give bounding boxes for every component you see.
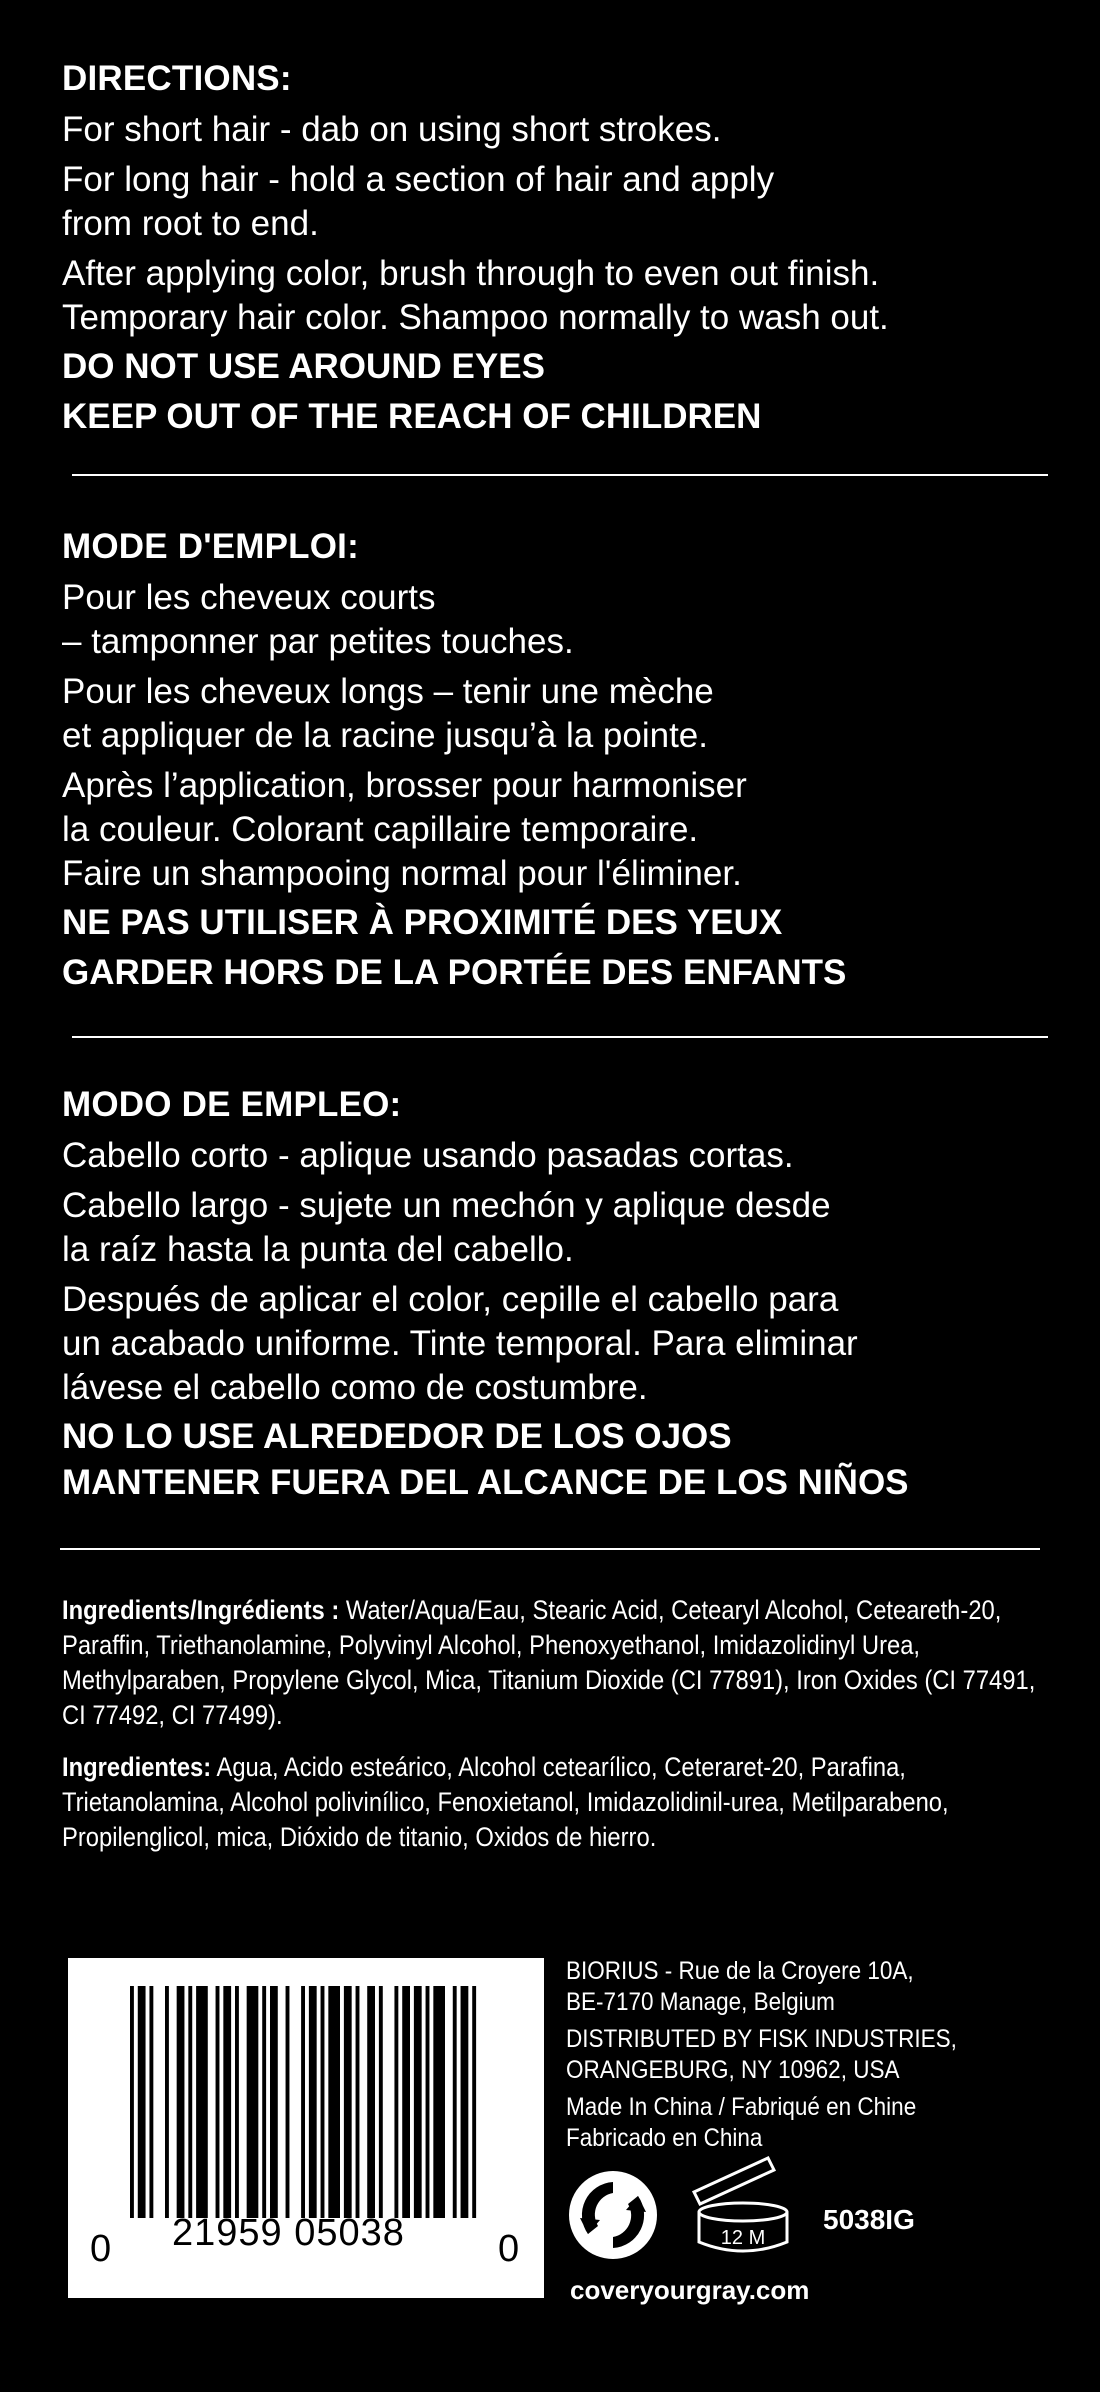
barcode-bar-25 bbox=[426, 1986, 430, 2218]
barcode-right-digit: 0 bbox=[498, 2228, 520, 2270]
barcode-bar-21 bbox=[379, 1986, 383, 2218]
barcode-bar-2 bbox=[149, 1986, 153, 2218]
green-dot-icon bbox=[566, 2168, 660, 2262]
long-hair-text: For long hair - hold a section of hair and apply from root to end. bbox=[62, 160, 775, 243]
barcode-bar-5 bbox=[188, 1986, 192, 2218]
cabello-largo-text: Cabello largo - sujete un mechón y aplique desde la raíz hasta la punta del cabello. bbox=[62, 1186, 831, 1269]
modo-empleo-heading: MODO DE EMPLEO: bbox=[62, 1085, 402, 1124]
children-warning: KEEP OUT OF THE REACH OF CHILDREN bbox=[62, 397, 762, 436]
barcode-bar-3 bbox=[165, 1986, 169, 2218]
barcode-bar-8 bbox=[223, 1986, 231, 2218]
directions-spanish bbox=[62, 1082, 1062, 1506]
barcode-bar-9 bbox=[235, 1986, 239, 2218]
ingredients-en-label: Ingredients/Ingrédients : bbox=[62, 1595, 340, 1625]
directions-french bbox=[62, 524, 1062, 996]
barcode-bars bbox=[130, 1986, 480, 2218]
mode-emploi-heading: MODE D'EMPLOI: bbox=[62, 527, 359, 566]
open-jar-icon bbox=[688, 2150, 798, 2262]
ingredients-es-label: Ingredientes: bbox=[62, 1752, 212, 1782]
barcode-bar-20 bbox=[367, 1986, 375, 2218]
barcode-bar-1 bbox=[138, 1986, 146, 2218]
cheveux-longs-text: Pour les cheveux longs – tenir une mèche et appliquer de la racine jusqu’à la pointe. bbox=[62, 672, 714, 755]
divider-1 bbox=[72, 474, 1048, 476]
barcode-bar-27 bbox=[453, 1986, 457, 2218]
enfants-warning: GARDER HORS DE LA PORTÉE DES ENFANTS bbox=[62, 953, 847, 992]
barcode-bar-7 bbox=[216, 1986, 220, 2218]
ingredients-es bbox=[62, 1750, 1039, 1855]
directions-english bbox=[62, 56, 1062, 440]
yeux-warning: NE PAS UTILISER À PROXIMITÉ DES YEUX bbox=[62, 903, 783, 942]
ingredients-en bbox=[62, 1593, 1039, 1733]
barcode-bar-16 bbox=[321, 1986, 325, 2218]
eyes-warning: DO NOT USE AROUND EYES bbox=[62, 347, 545, 386]
barcode-bar-22 bbox=[394, 1986, 398, 2218]
barcode-bar-24 bbox=[414, 1986, 422, 2218]
barcode-bar-29 bbox=[472, 1986, 476, 2218]
barcode-bar-14 bbox=[301, 1986, 305, 2218]
barcode-bar-23 bbox=[402, 1986, 410, 2218]
barcode-bar-18 bbox=[344, 1986, 352, 2218]
divider-3 bbox=[60, 1548, 1040, 1550]
biorius-address: BIORIUS - Rue de la Croyere 10A, BE-7170 Manage, Belgium bbox=[566, 1957, 914, 2016]
barcode-bar-17 bbox=[328, 1986, 340, 2218]
barcode-left-digit: 0 bbox=[90, 2228, 112, 2270]
company-address bbox=[566, 1956, 1034, 2160]
barcode-bar-11 bbox=[262, 1986, 266, 2218]
product-code: 5038IG bbox=[823, 2204, 915, 2235]
barcode-bar-4 bbox=[177, 1986, 185, 2218]
barcode-bar-12 bbox=[270, 1986, 278, 2218]
apres-application-text: Après l’application, brosser pour harmoniser la couleur. Colorant capillaire temporaire. Faire un shampooing normal pour l'éliminer. bbox=[62, 766, 747, 893]
directions-heading: DIRECTIONS: bbox=[62, 59, 292, 98]
barcode-bar-13 bbox=[286, 1986, 290, 2218]
despues-text: Después de aplicar el color, cepille el cabello para un acabado uniforme. Tinte temporal. Para eliminar lávese el cabello como de costumbre. bbox=[62, 1280, 858, 1407]
barcode bbox=[68, 1958, 544, 2298]
ingredients-es-list: Agua, Acido esteárico, Alcohol cetearílico, Ceteraret-20, Parafina, Trietanolamina, Alcohol polivinílico, Fenoxietanol, Imidazolidinil-urea, Metilparabeno, Propilenglicol, mica, Dióxido de titanio, Oxidos de hierro. bbox=[62, 1752, 949, 1852]
barcode-number: 21959 05038 bbox=[172, 2212, 405, 2254]
divider-2 bbox=[72, 1036, 1048, 1038]
barcode-bar-26 bbox=[433, 1986, 445, 2218]
origin-text: Made In China / Fabriqué en Chine Fabricado en China bbox=[566, 2093, 917, 2152]
spanish-warnings: NO LO USE ALREDEDOR DE LOS OJOS MANTENER FUERA DEL ALCANCE DE LOS NIÑOS bbox=[62, 1417, 909, 1502]
barcode-bar-15 bbox=[309, 1986, 317, 2218]
cheveux-courts-text: Pour les cheveux courts – tamponner par petites touches. bbox=[62, 578, 574, 661]
barcode-bar-10 bbox=[247, 1986, 259, 2218]
barcode-bar-28 bbox=[461, 1986, 469, 2218]
barcode-bar-6 bbox=[196, 1986, 208, 2218]
after-applying-text: After applying color, brush through to even out finish. Temporary hair color. Shampoo normally to wash out. bbox=[62, 254, 889, 337]
ingredients-en-list: Water/Aqua/Eau, Stearic Acid, Cetearyl Alcohol, Ceteareth-20, Paraffin, Triethanolamine, Polyvinyl Alcohol, Phenoxyethanol, Imidazolidinyl Urea, Methylparaben, Propylene Glycol, Mica, Titanium Dioxide (CI 77891), Iron Oxides (CI 77491, CI 77492, CI 77499). bbox=[62, 1595, 1036, 1730]
cabello-corto-text: Cabello corto - aplique usando pasadas cortas. bbox=[62, 1136, 794, 1175]
short-hair-text: For short hair - dab on using short strokes. bbox=[62, 110, 722, 149]
distributor-address: DISTRIBUTED BY FISK INDUSTRIES, ORANGEBURG, NY 10962, USA bbox=[566, 2025, 957, 2084]
barcode-bar-0 bbox=[130, 1986, 134, 2218]
barcode-bar-19 bbox=[356, 1986, 360, 2218]
website-link[interactable]: coveryourgray.com bbox=[570, 2275, 810, 2305]
pao-label: 12 M bbox=[720, 2227, 766, 2249]
